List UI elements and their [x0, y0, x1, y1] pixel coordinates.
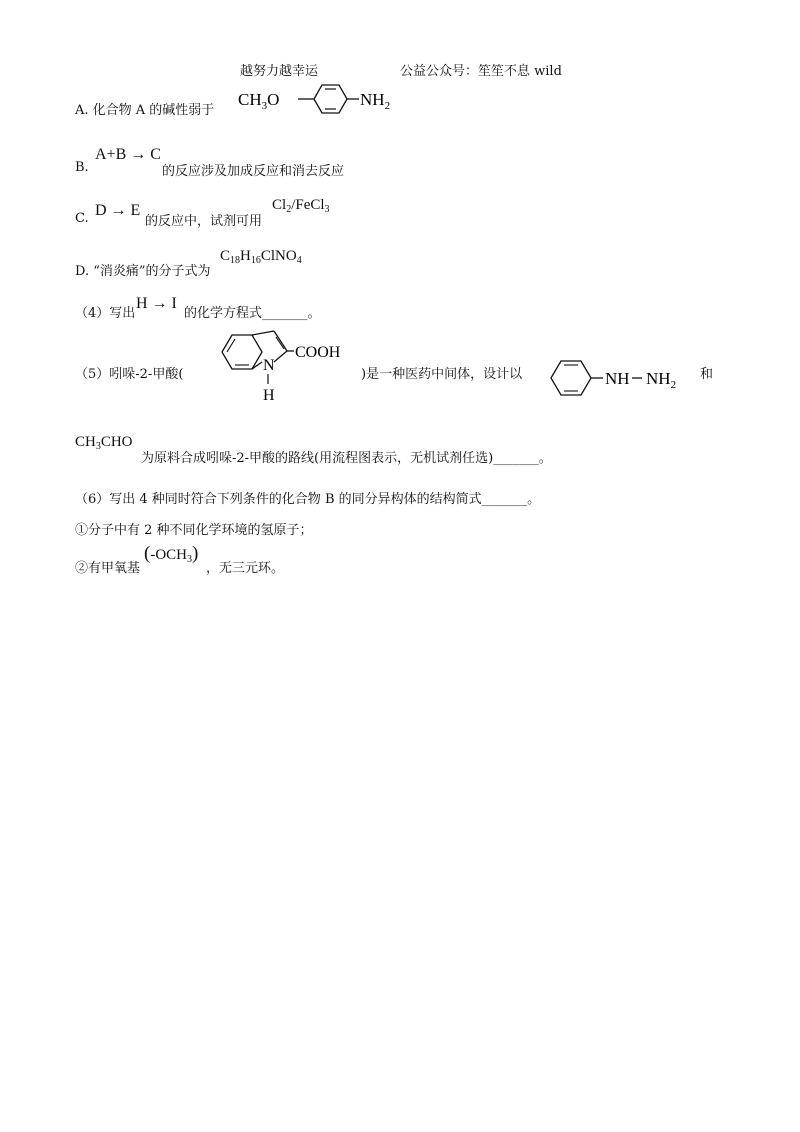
option-d-label: D. “消炎痛”的分子式为 — [75, 264, 211, 279]
option-c-text: 的反应中，试剂可用 — [145, 214, 263, 229]
phenylhydrazine-structure — [545, 350, 695, 406]
option-b-text: 的反应涉及加成反应和消去反应 — [162, 164, 345, 179]
q5-and: 和 — [700, 367, 714, 382]
option-c-label: C. — [75, 211, 89, 226]
methoxy-formula: $(-OCH_3)$ — [144, 543, 199, 565]
q4-prefix: （4）写出 — [75, 306, 136, 321]
methoxyaniline-structure — [235, 78, 405, 120]
indole-h: H — [263, 387, 275, 404]
acetaldehyde-formula: $CH_3CHO$ — [75, 434, 133, 452]
option-a-label: A. 化合物 A 的碱性弱于 — [75, 103, 215, 118]
q6-condition-1: ①分子中有 2 种不同化学环境的氢原子； — [75, 523, 313, 538]
indole-n: N — [263, 357, 275, 374]
indole-2-carboxylic-acid-structure — [208, 328, 358, 408]
q5-prefix: （5）吲哚-2-甲酸( — [75, 367, 184, 382]
option-b-label: B. — [75, 160, 89, 175]
hydrazine-nh2: $NH_2$ — [646, 369, 677, 391]
q5-middle: )是一种医药中间体，设计以 — [361, 367, 523, 382]
option-d-formula: $C_{18}H_{16}ClNO_4$ — [220, 248, 302, 266]
amino-group: $NH_2$ — [360, 90, 391, 112]
indole-cooh: COOH — [295, 344, 341, 361]
option-c-reagent: $Cl_2/FeCl_3$ — [272, 197, 330, 215]
methoxy-group: $CH_3O$ — [238, 90, 280, 112]
option-b-formula: A+B → C — [95, 146, 161, 163]
q6-condition-2-suffix: ，无三元环。 — [206, 561, 285, 576]
header-left: 越努力越幸运 — [240, 64, 319, 79]
q4-text: 的化学方程式_______。 — [184, 306, 321, 321]
hydrazine-nh: NH — [605, 369, 630, 388]
q4-formula: H → I — [136, 295, 177, 312]
option-c-formula: D → E — [95, 202, 141, 219]
q6-condition-2-prefix: ②有甲氧基 — [75, 561, 141, 576]
q5-text2: 为原料合成吲哚-2-甲酸的路线(用流程图表示，无机试剂任选)_______。 — [141, 451, 552, 466]
q6-text: （6）写出 4 种同时符合下列条件的化合物 B 的同分异构体的结构简式_______。 — [75, 492, 541, 507]
header-right: 公益公众号：笙笙不息 wild — [400, 64, 562, 79]
